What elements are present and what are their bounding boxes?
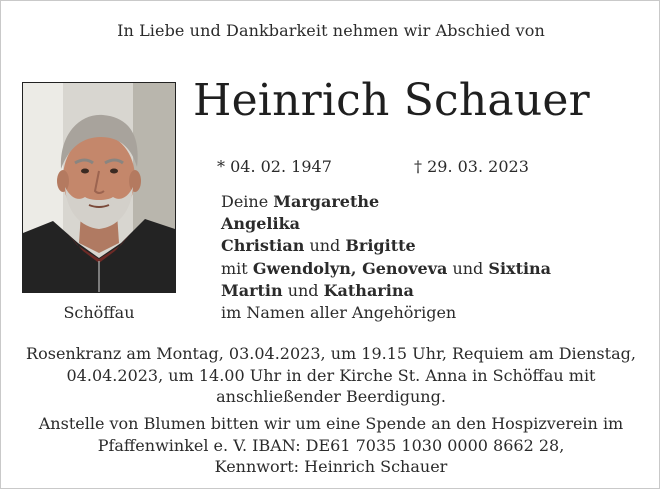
mourner-text: und xyxy=(447,258,489,278)
mourner-line xyxy=(221,302,641,324)
mourner-name: Brigitte xyxy=(345,236,416,256)
mourner-name: Angelika xyxy=(221,214,301,234)
funeral-service-line: anschließender Beerdigung. xyxy=(216,387,446,406)
donation-line: Pfaffenwinkel e. V. IBAN: DE61 7035 1030 0000 8662 28, xyxy=(97,435,565,455)
mourners-list xyxy=(221,191,641,324)
funeral-service-line: 04.04.2023, um 14.00 Uhr in der Kirche St. Anna in Schöffau mit xyxy=(66,365,596,385)
funeral-service-line: Rosenkranz am Montag, 03.04.2023, um 19.15 Uhr, Requiem am Dienstag, xyxy=(26,344,636,363)
mourner-name: Martin xyxy=(221,280,283,300)
funeral-service-info xyxy=(1,343,660,408)
mourner-line xyxy=(221,258,641,280)
mourner-text: und xyxy=(282,280,324,300)
mourner-name: Gwendolyn, Genoveva xyxy=(252,258,448,278)
donation-line: Kennwort: Heinrich Schauer xyxy=(214,457,448,476)
mourner-text: und xyxy=(304,236,346,256)
mourner-text: Deine xyxy=(221,192,274,211)
mourner-name: Sixtina xyxy=(488,258,552,278)
mourner-name: Margarethe xyxy=(273,192,380,211)
place-of-residence: Schöffau xyxy=(63,303,135,322)
mourner-text: mit xyxy=(221,258,253,278)
portrait-photo xyxy=(22,82,176,293)
donation-request xyxy=(1,413,660,478)
deceased-name: Heinrich Schauer xyxy=(193,75,590,126)
mourner-line xyxy=(221,280,641,302)
mourner-name: Christian xyxy=(221,236,305,256)
mourner-name: Katharina xyxy=(323,280,414,300)
birth-date: * 04. 02. 1947 xyxy=(217,157,332,176)
mourner-text: im Namen aller Angehörigen xyxy=(221,303,457,323)
mourner-line xyxy=(221,213,641,235)
donation-line: Anstelle von Blumen bitten wir um eine Spende an den Hospizverein im xyxy=(38,414,624,433)
mourner-line xyxy=(221,191,641,213)
intro-text: In Liebe und Dankbarkeit nehmen wir Abschied von xyxy=(117,21,545,40)
mourner-line xyxy=(221,235,641,257)
death-date: † 29. 03. 2023 xyxy=(414,157,529,176)
